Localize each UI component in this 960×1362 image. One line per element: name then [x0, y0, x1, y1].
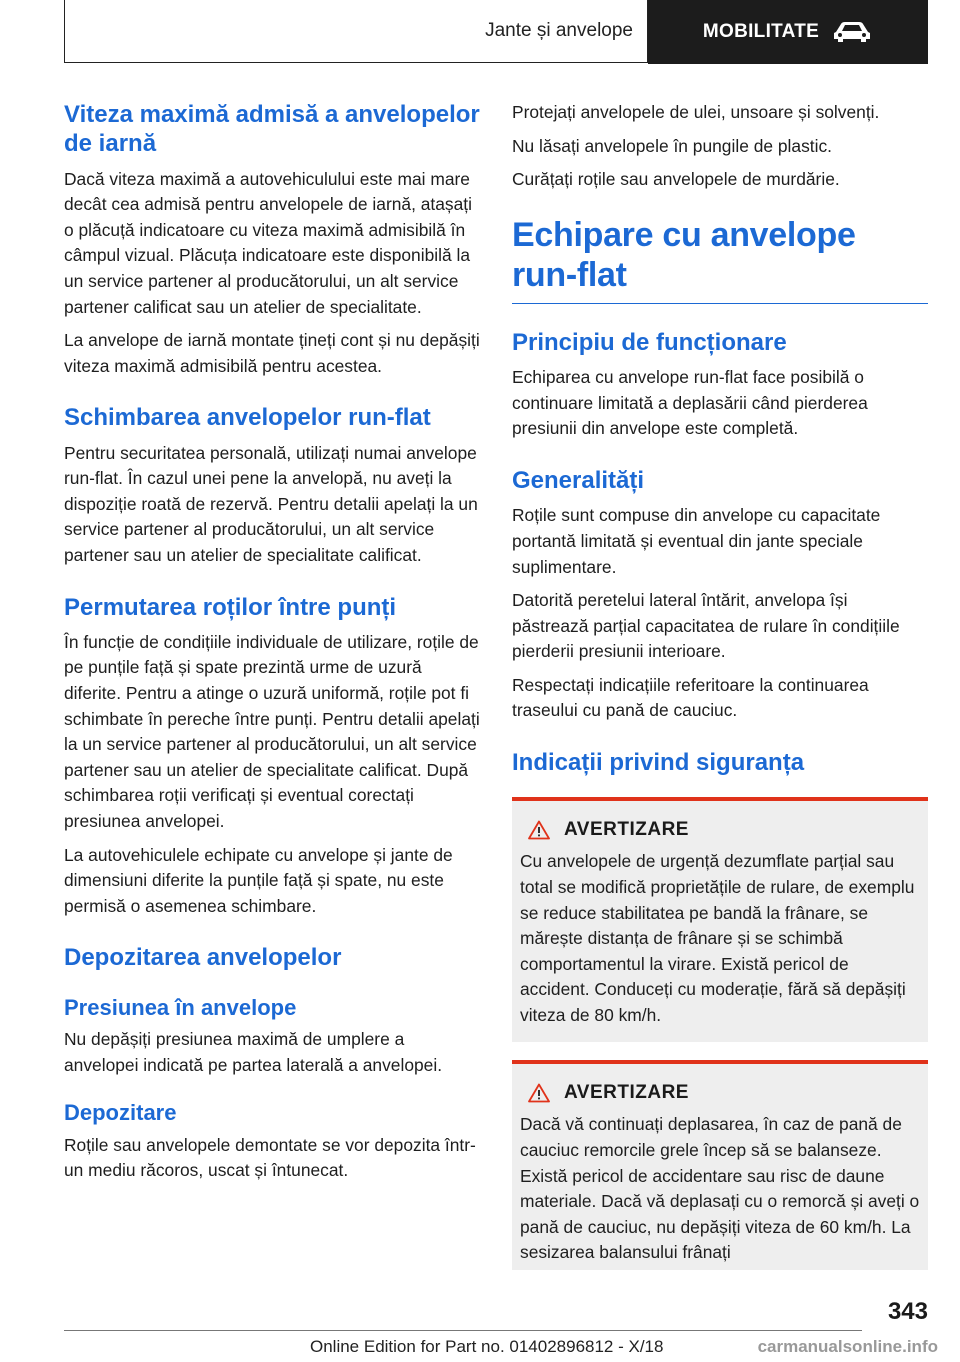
subheading-storage: Depozitare: [64, 1100, 177, 1126]
paragraph: Pentru securitatea personală, utilizați numai anvelope run-flat. În cazul unei pene la anvelopă, nu aveți la dispoziție roată de rezervă. Pentru detalii apelați la un service partener al producătorului, un alt service partener sau un atelier de specialitate calificat.: [64, 442, 478, 565]
warning-title: AVERTIZARE: [564, 1082, 689, 1104]
watermark: carmanualsonline.info: [757, 1337, 938, 1356]
paragraph: Roțile sau anvelopele demontate se vor depozita într-un mediu răcoros, uscat și întunecat.: [64, 1134, 476, 1181]
paragraph: Nu lăsați anvelopele în pungile de plastic.: [512, 135, 833, 156]
warning-title: AVERTIZARE: [564, 819, 689, 841]
footer-edition: Online Edition for Part no. 01402896812 - X/18: [310, 1337, 664, 1356]
warning-box: [512, 1060, 928, 1270]
heading-winter-speed: Viteza maximă admisă a anvelopelor de iarnă: [64, 101, 480, 158]
paragraph: Protejați anvelopele de ulei, unsoare și solvenți.: [512, 102, 880, 122]
paragraph: Curățați roțile sau anvelopele de murdărie.: [512, 169, 840, 190]
paragraph: Nu depășiți presiunea maximă de umplere a anvelopei indicată pe partea laterală a anvelopei.: [64, 1028, 443, 1075]
subheading-tire-pressure: Presiunea în anvelope: [64, 994, 297, 1020]
paragraph: La autovehiculele echipate cu anvelope și jante de dimensiuni diferite la punțile față și spate, nu este permisă o asemenea schimbare.: [64, 844, 453, 916]
paragraph: La anvelope de iarnă montate țineți cont și nu depășiți viteza maximă admisibilă pentru acestea.: [64, 330, 480, 376]
footer-divider: [64, 1330, 862, 1331]
heading-operating-principle: Principiu de funcționare: [512, 329, 787, 356]
chapter-title: MOBILITATE: [702, 21, 820, 42]
heading-safety: Indicații privind siguranța: [512, 749, 805, 777]
paragraph: Datorită peretelui lateral întărit, anvelopa își păstrează parțial capacitatea de rulare în condițiile pierderii presiunii interioare.: [512, 590, 900, 662]
warning-text: Cu anvelopele de urgență dezumflate parțial sau total se modifică proprietățile de rulare, de exemplu se reduce stabilitatea pe bandă la frânare, se mărește distanța de frânare și se schimbă comportamentul la virare. Există pericol de accident. Conduceți cu moderație, fără să depășiți viteza de 80 km/h.: [520, 851, 915, 1025]
heading-runflat-change: Schimbarea anvelopelor run-flat: [64, 404, 431, 432]
warning-text: Dacă vă continuați deplasarea, în caz de pană de cauciuc remorcile grele încep să se balanseze. Există pericol de accidentare sau risc de daune materiale. Dacă vă deplasați cu o remorcă și aveți o pană de cauciuc, nu depășiți viteza de 60 km/h. La sesizarea balansului frânați: [520, 1114, 920, 1263]
heading-runflat-equipment: Echipare cu anvelope run-flat: [512, 215, 856, 294]
paragraph: Respectați indicațiile referitoare la continuarea traseului cu pană de cauciuc.: [512, 674, 869, 721]
right-column: [512, 100, 928, 1280]
warning-triangle-icon: [528, 820, 550, 840]
paragraph: Roțile sunt compuse din anvelope cu capacitate portantă limitată și eventual din jante speciale suplimentare.: [512, 505, 881, 577]
left-column: [64, 100, 480, 1192]
warning-box: [512, 797, 928, 1042]
chapter-heading-block: [512, 215, 928, 304]
heading-wheel-rotation: Permutarea roților între punți: [64, 593, 397, 621]
chapter-tab: [648, 0, 928, 64]
page-header: [64, 0, 928, 64]
paragraph: În funcție de condițiile individuale de utilizare, roțile de pe punțile față și spate prezintă urme de uzură diferite. Pentru a atinge o uzură uniformă, roțile pot fi schimbate în pereche între punți. Pentru detalii apelați la un service partener al producătorului, un alt service partener sau un atelier de specialitate calificat. După schimbarea roții verificați și eventual corectați presiunea anvelopei.: [64, 631, 480, 831]
heading-tire-storage: Depozitarea anvelopelor: [64, 944, 342, 972]
paragraph: Dacă viteza maximă a autovehiculului este mai mare decât cea admisă pentru anvelopele de iarnă, atașați o plăcuță indicatoare cu viteza maximă admisibilă în câmpul vizual. Plăcuța indicatoare este disponibilă la un service partener al producătorului, un alt service partener calificat sau un atelier de specialitate.: [64, 168, 472, 317]
paragraph: Echiparea cu anvelope run-flat face posibilă o continuare limitată a deplasării când pierderea presiunii din anvelope este completă.: [512, 367, 868, 439]
heading-general: Generalități: [512, 467, 645, 495]
section-title: Jante și anvelope: [64, 0, 648, 63]
warning-triangle-icon: [528, 1083, 550, 1103]
page-number: 343: [887, 1298, 928, 1325]
car-icon: [831, 20, 873, 44]
